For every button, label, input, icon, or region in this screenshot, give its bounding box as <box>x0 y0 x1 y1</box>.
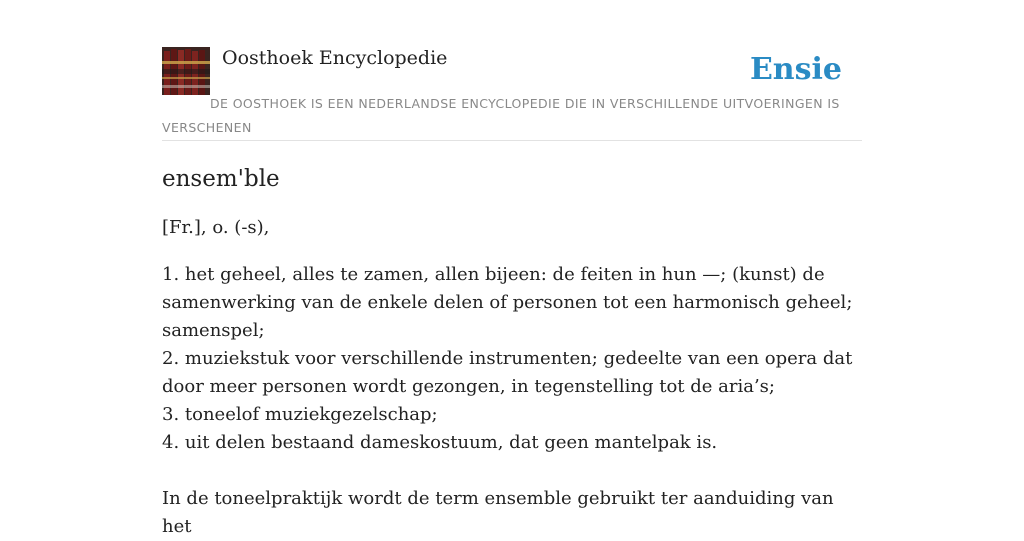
definition-item: 2. muziekstuk voor verschillende instrumenten; gedeelte van een opera dat door meer personen wordt gezongen, in tegenstelling tot de aria’s; <box>162 348 853 397</box>
entry-etymology: [Fr.], o. (-s), <box>162 217 270 238</box>
definition-item: 1. het geheel, alles te zamen, allen bijeen: de feiten in hun —; (kunst) de samenwerking van de enkele delen of personen tot een harmonisch geheel; samenspel; <box>162 264 853 341</box>
entry-content <box>162 160 862 541</box>
entry-paragraph: In de toneelpraktijk wordt de term ensemble gebruikt ter aanduiding van het <box>162 488 834 537</box>
entry-title: ensem'ble <box>162 166 280 192</box>
source-avatar[interactable] <box>162 47 210 95</box>
source-description: DE OOSTHOEK IS EEN NEDERLANDSE ENCYCLOPEDIE DIE IN VERSCHILLENDE UITVOERINGEN IS VERSCHENEN <box>162 96 840 135</box>
definition-item: 4. uit delen bestaand dameskostuum, dat geen mantelpak is. <box>162 432 718 453</box>
book-spines-icon <box>162 47 210 95</box>
source-header <box>162 46 862 141</box>
ensie-logo-link[interactable]: Ensie <box>749 52 842 87</box>
entry-definitions <box>162 261 862 457</box>
definition-item: 3. toneelof muziekgezelschap; <box>162 404 438 425</box>
source-name-link[interactable]: Oosthoek Encyclopedie <box>222 47 448 69</box>
